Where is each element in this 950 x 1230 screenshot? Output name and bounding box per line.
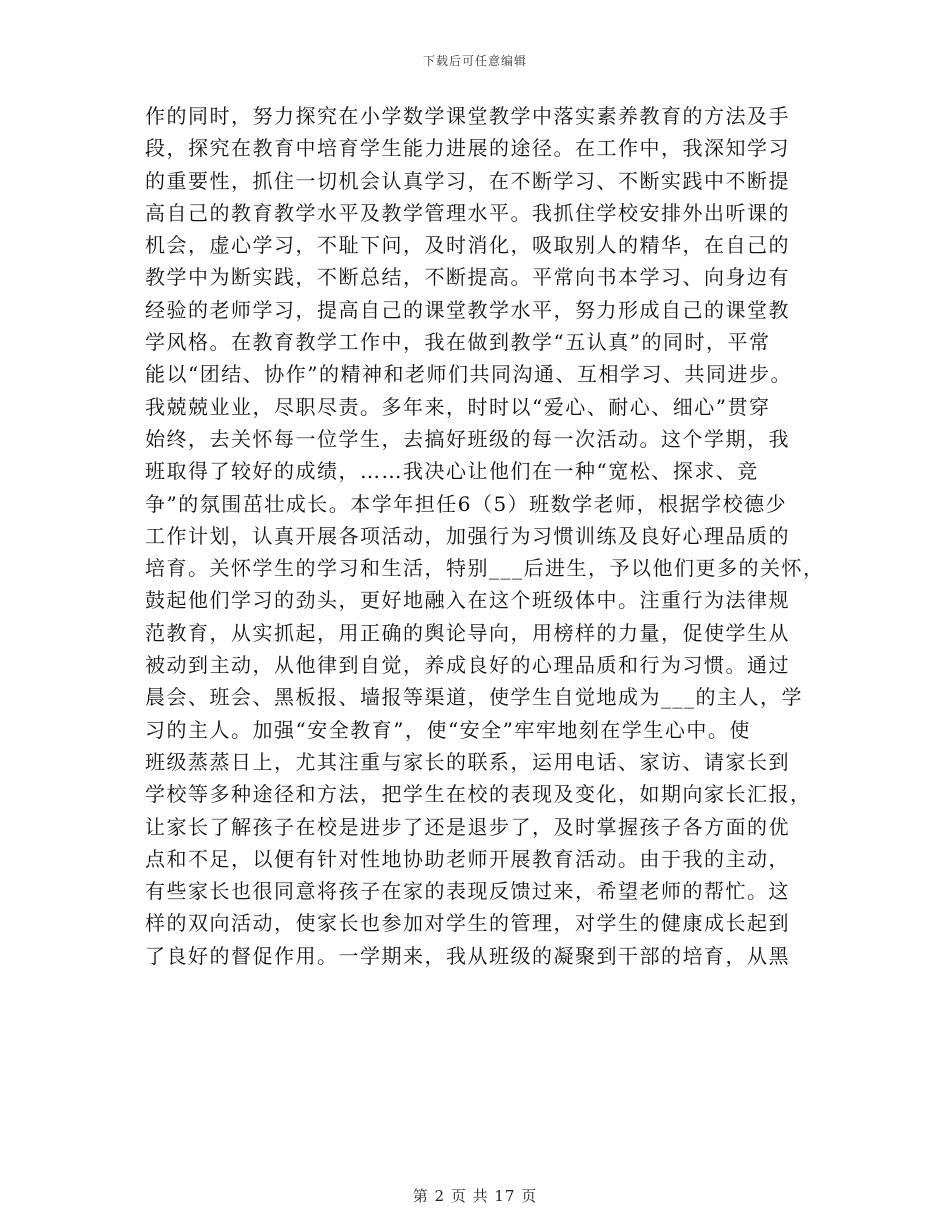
text-line: 班取得了较好的成绩，……我决心让他们在一种“宽松、探求、竞 xyxy=(145,459,759,484)
text-line: 了良好的督促作用。一学期来，我从班级的凝聚到干部的培育，从黑 xyxy=(145,943,790,968)
text-line: 有些家长也很同意将孩子在家的表现反馈过来，希望老师的帮忙。这 xyxy=(145,879,790,904)
body-text xyxy=(145,100,825,972)
text-line: 我兢兢业业，尽职尽责。多年来，时时以“爱心、耐心、细心”贯穿 xyxy=(145,394,771,419)
text-line: 教学中为断实践，不断总结，不断提高。平常向书本学习、向身边有 xyxy=(145,265,790,290)
text-line: 高自己的教育教学水平及教学管理水平。我抓住学校安排外出听课的 xyxy=(145,200,790,225)
text-line: 段，探究在教育中培育学生能力进展的途径。在工作中，我深知学习 xyxy=(145,136,790,161)
text-line: 晨会、班会、黑板报、墙报等渠道，使学生自觉地成为___的主人，学 xyxy=(145,685,803,710)
text-line: 鼓起他们学习的劲头，更好地融入在这个班级体中。注重行为法律规 xyxy=(145,588,790,613)
text-line: 让家长了解孩子在校是进步了还是退步了，及时掌握孩子各方面的优 xyxy=(145,814,790,839)
text-line: 始终，去关怀每一位学生，去搞好班级的每一次活动。这个学期，我 xyxy=(145,426,790,451)
text-line: 经验的老师学习，提高自己的课堂教学水平，努力形成自己的课堂教 xyxy=(145,297,790,322)
text-line: 习的主人。加强“安全教育”，使“安全”牢牢地刻在学生心中。使 xyxy=(145,717,751,742)
text-line: 学校等多种途径和方法，把学生在校的表现及变化，如期向家长汇报， xyxy=(145,782,812,807)
text-line: 的重要性，抓住一切机会认真学习，在不断学习、不断实践中不断提 xyxy=(145,168,790,193)
text-line: 培育。关怀学生的学习和生活，特别___后进生，予以他们更多的关怀， xyxy=(145,556,825,581)
text-line: 点和不足，以便有针对性地协助老师开展教育活动。由于我的主动， xyxy=(145,846,790,871)
text-line: 工作计划，认真开展各项活动，加强行为习惯训练及良好心理品质的 xyxy=(145,523,790,548)
text-line: 范教育，从实抓起，用正确的舆论导向，用榜样的力量，促使学生从 xyxy=(145,620,790,645)
text-line: 争”的氛围茁壮成长。本学年担任6（5）班数学老师，根据学校德少 xyxy=(145,491,788,516)
text-line: 被动到主动，从他律到自觉，养成良好的心理品质和行为习惯。通过 xyxy=(145,653,790,678)
text-line: 能以“团结、协作”的精神和老师们共同沟通、互相学习、共同进步。 xyxy=(145,362,792,387)
page-header: 下载后可任意编辑 xyxy=(422,54,527,68)
text-line: 样的双向活动，使家长也参加对学生的管理，对学生的健康成长起到 xyxy=(145,911,790,936)
page-footer: 第 2 页 共 17 页 xyxy=(412,1187,538,1205)
text-line: 机会，虚心学习，不耻下问，及时消化，吸取别人的精华，在自己的 xyxy=(145,233,790,258)
text-line: 学风格。在教育教学工作中，我在做到教学“五认真”的同时，平常 xyxy=(145,330,771,355)
text-line: 班级蒸蒸日上，尤其注重与家长的联系，运用电话、家访、请家长到 xyxy=(145,749,790,774)
text-line: 作的同时，努力探究在小学数学课堂教学中落实素养教育的方法及手 xyxy=(145,104,790,128)
